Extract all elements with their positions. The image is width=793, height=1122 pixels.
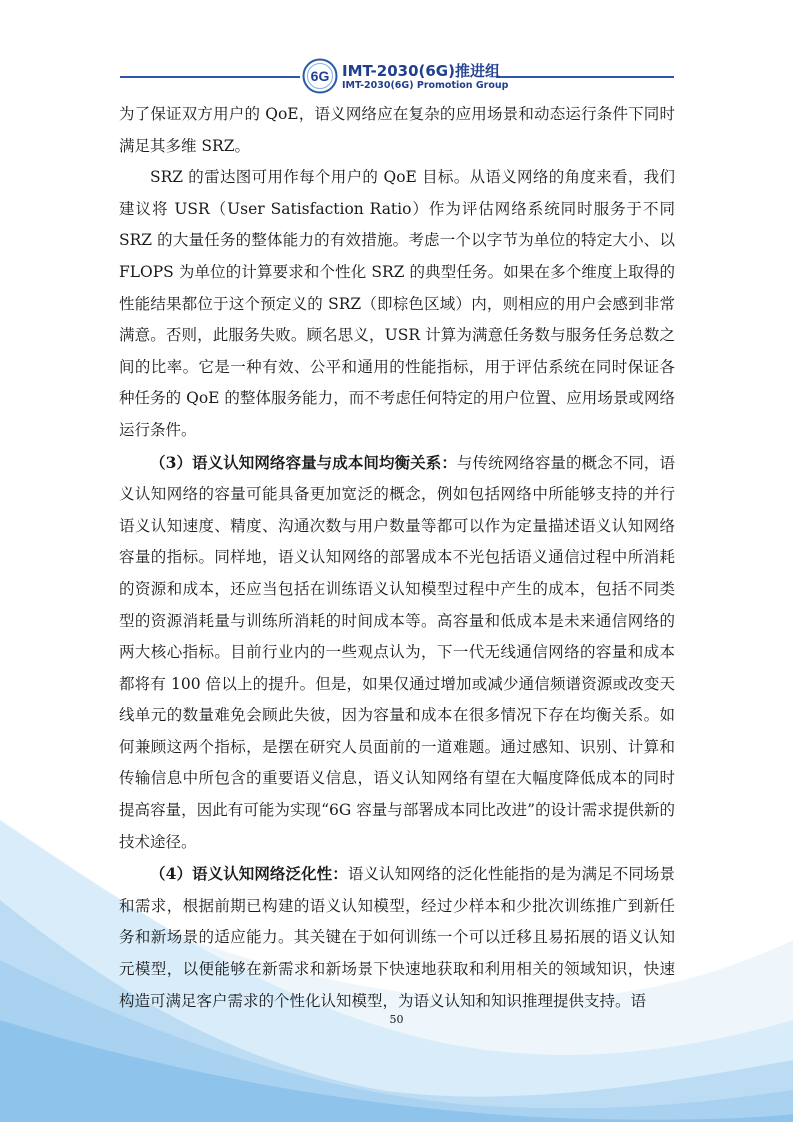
paragraph: SRZ 的雷达图可用作每个用户的 QoE 目标。从语义网络的角度来看，我们建议将 USR（User Satisfaction Ratio）作为评估网络系统同时服务于不同 SRZ 的大量任务的整体能力的有效措施。考虑一个以字节为单位的特定大小、以 FLOPS 为单位的计算要求和个性化 SRZ 的典型任务。如果在多个维度上取得的性能结果都位于这个预定义的 SRZ（即棕色区域）内，则相应的用户会感到非常满意。否则，此服务失败。顾名思义，USR 计算为满意任务数与服务任务总数之间的比率。它是一种有效、公平和通用的性能指标，用于评估系统在同时保证各种任务的 QoE 的整体服务能力，而不考虑任何特定的用户位置、应用场景或网络运行条件。 <box>119 168 675 439</box>
paragraph <box>119 447 675 859</box>
paragraph <box>119 858 675 1017</box>
section-heading: （3）语义认知网络容量与成本间均衡关系： <box>150 452 457 472</box>
imt2030-logo-icon <box>302 58 338 94</box>
header-rule-left <box>120 76 300 78</box>
paragraph: 为了保证双方用户的 QoE，语义网络应在复杂的应用场景和动态运行条件下同时满足其多维 SRZ。 <box>119 105 675 155</box>
brand-title: IMT-2030(6G)推进组 <box>342 62 500 80</box>
brand-subtitle: IMT-2030(6G) Promotion Group <box>342 80 509 91</box>
paragraph-text: 与传统网络容量的概念不同，语义认知网络的容量可能具备更加宽泛的概念，例如包括网络中所能够支持的并行语义认知速度、精度、沟通次数与用户数量等都可以作为定量描述语义认知网络容量的指标。同样地，语义认知网络的部署成本不光包括语义通信过程中所消耗的资源和成本，还应当包括在训练语义认知模型过程中产生的成本，包括不同类型的资源消耗量与训练所消耗的时间成本等。高容量和低成本是未来通信网络的两大核心指标。目前行业内的一些观点认为，下一代无线通信网络的容量和成本都将有 100 倍以上的提升。但是，如果仅通过增加或减少通信频谱资源或改变天线单元的数量难免会顾此失彼，因为容量和成本在很多情况下存在均衡关系。如何兼顾这两个指标，是摆在研究人员面前的一道难题。通过感知、识别、计算和传输信息中所包含的重要语义信息，语义认知网络有望在大幅度降低成本的同时提高容量，因此有可能为实现“6G 容量与部署成本同比改进”的设计需求提供新的技术途径。 <box>119 453 675 851</box>
logo-text: 6G <box>310 68 330 84</box>
page-number: 50 <box>389 1013 404 1026</box>
document-body <box>119 99 675 1017</box>
section-heading: （4）语义认知网络泛化性： <box>150 864 348 884</box>
paragraph-text: 语义认知网络的泛化性能指的是为满足不同场景和需求，根据前期已构建的语义认知模型，经过少样本和少批次训练推广到新任务和新场景的适应能力。其关键在于如何训练一个可以迁移且易拓展的语义认知元模型，以便能够在新需求和新场景下快速地获取和利用相关的领域知识，快速构造可满足客户需求的个性化认知模型，为语义认知和知识推理提供支持。语 <box>119 865 675 1010</box>
header-rule-right <box>496 76 674 78</box>
